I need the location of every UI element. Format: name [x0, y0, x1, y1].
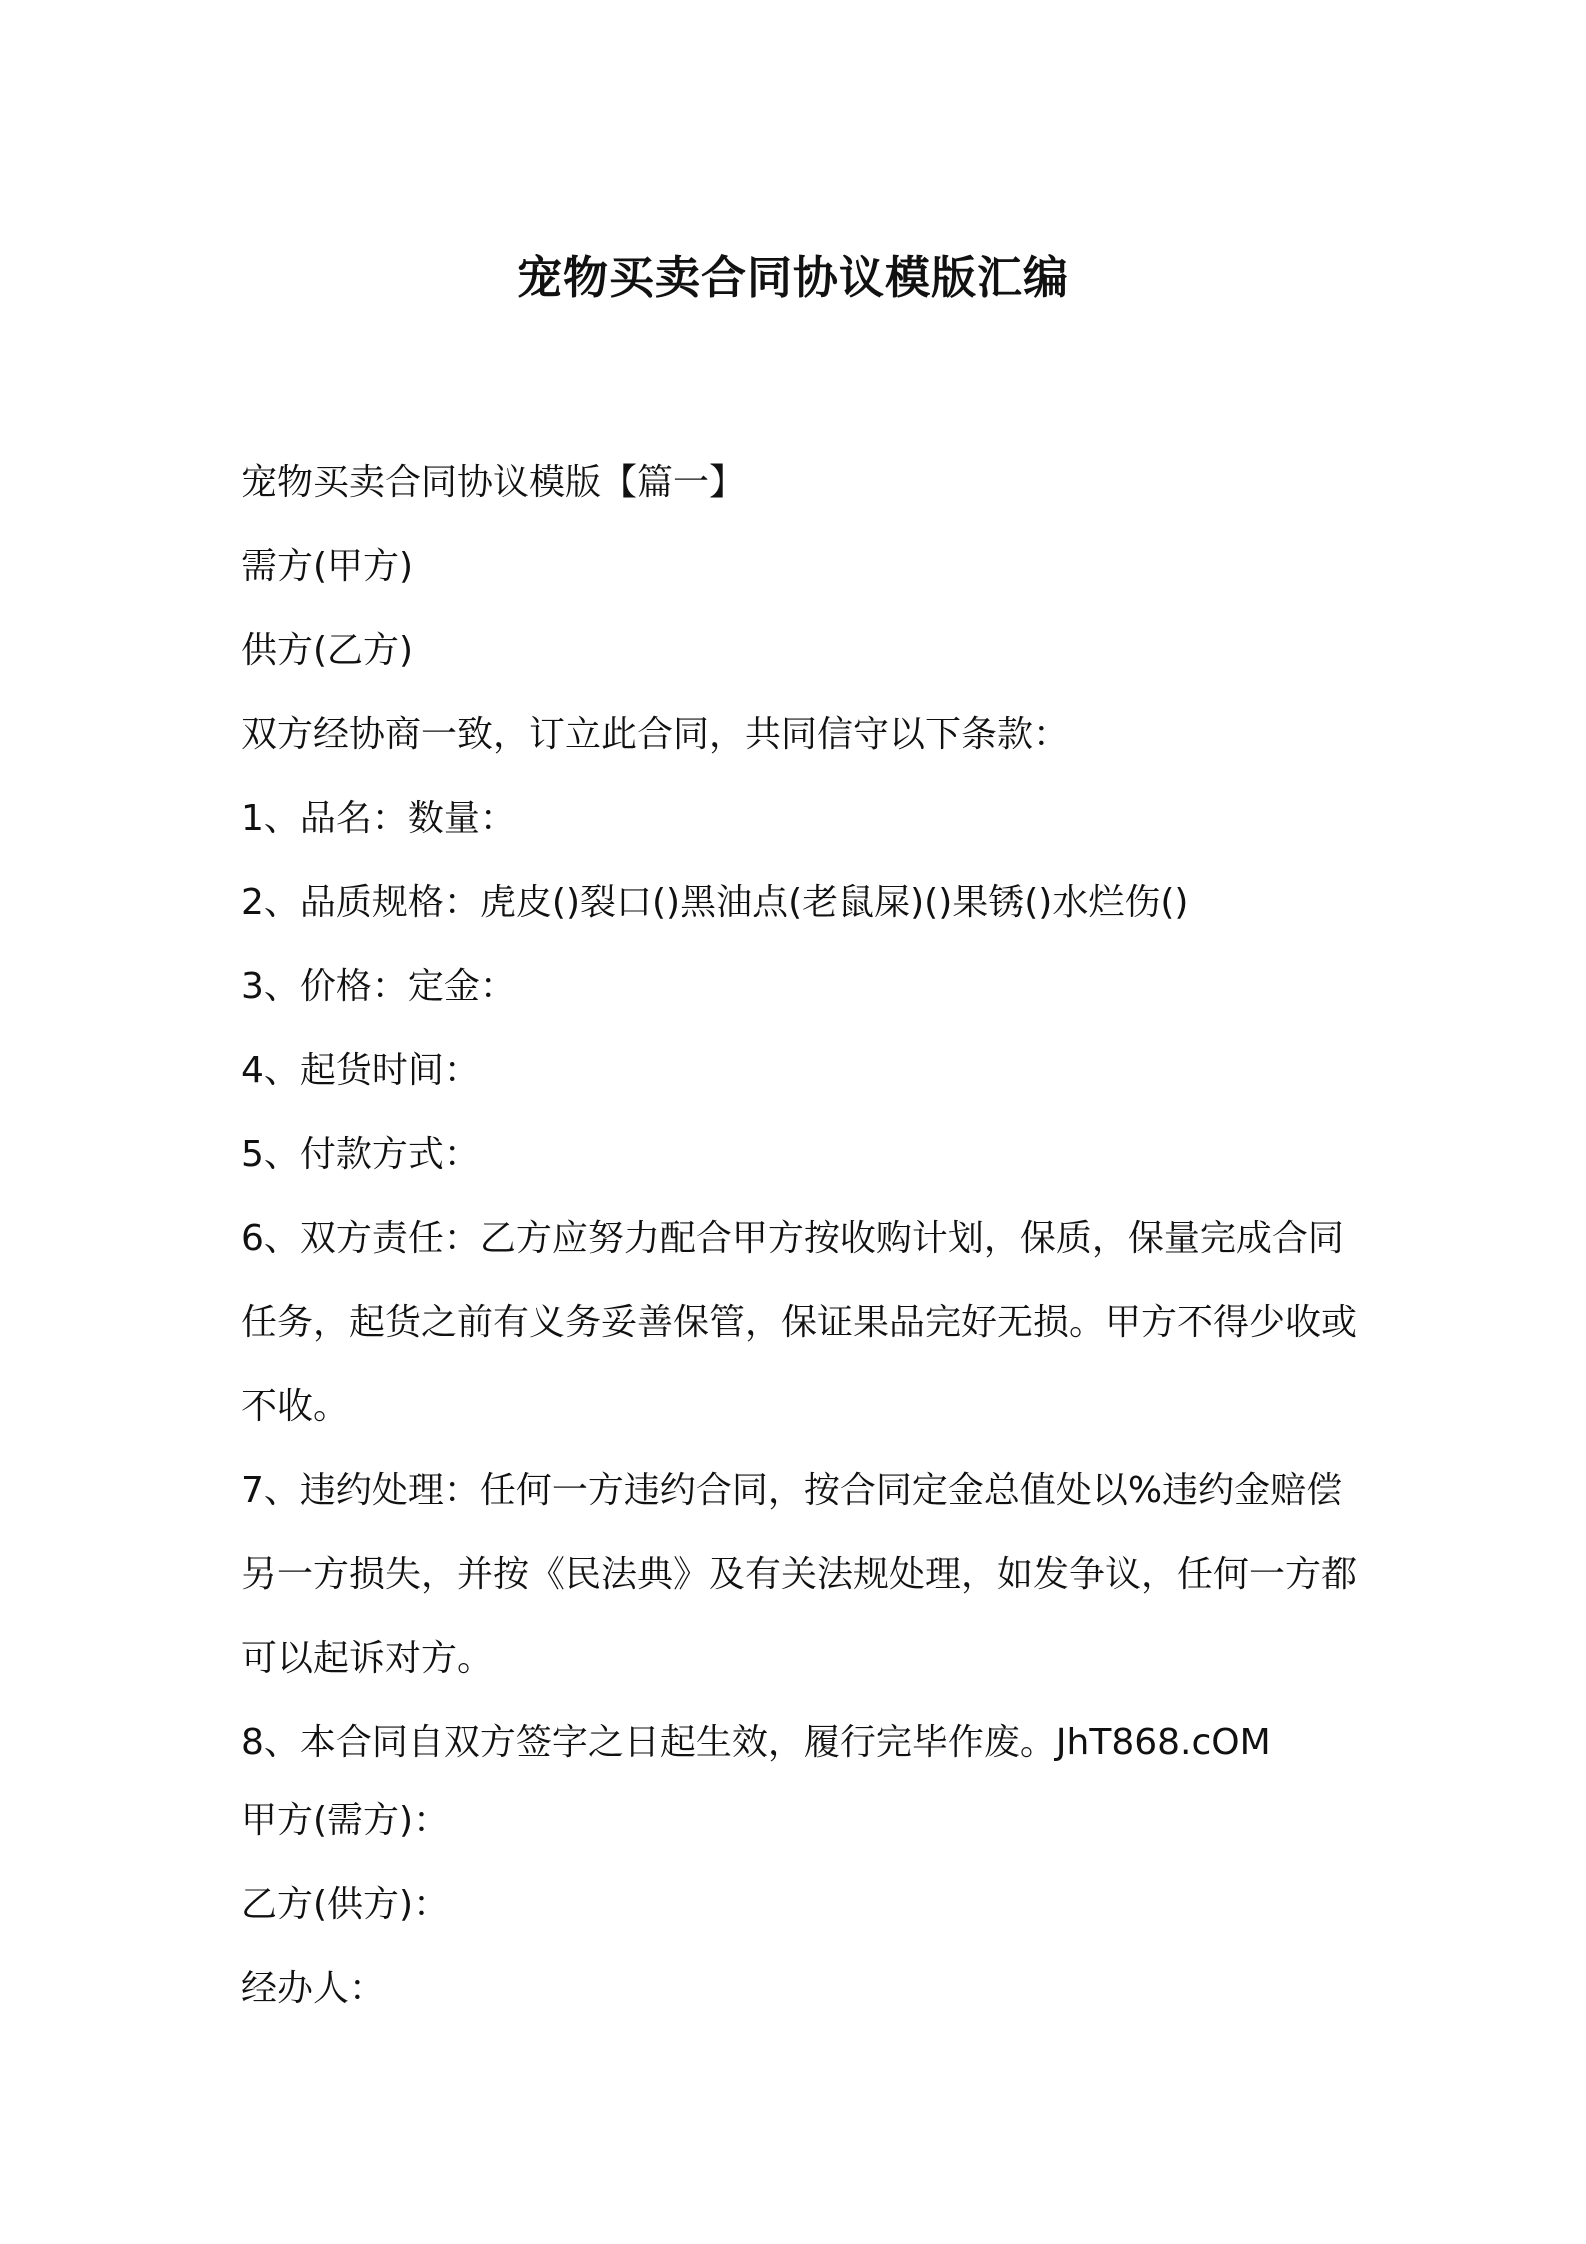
- clause-6: 6、双方责任：乙方应努力配合甲方按收购计划，保质，保量完成合同任务，起货之前有义务妥善保管，保证果品完好无损。甲方不得少收或不收。: [241, 1218, 1358, 1427]
- clause-4: 4、起货时间：: [241, 1050, 480, 1091]
- clause-8: 8、本合同自双方签字之日起生效，履行完毕作废。JhT868.cOM: [241, 1722, 1271, 1763]
- buyer-signature-line: 甲方(需方)：: [241, 1800, 450, 1841]
- buyer-party-line: 需方(甲方): [241, 546, 414, 587]
- clause-7: 7、违约处理：任何一方违约合同，按合同定金总值处以%违约金赔偿另一方损失，并按《民法典》及有关法规处理，如发争议，任何一方都可以起诉对方。: [241, 1470, 1358, 1679]
- handler-signature-line: 经办人：: [241, 1968, 386, 2009]
- clause-5: 5、付款方式：: [241, 1134, 480, 1175]
- clause-3: 3、价格：定金：: [241, 966, 516, 1007]
- section-heading: 宠物买卖合同协议模版【篇一】: [241, 462, 746, 503]
- supplier-signature-line: 乙方(供方)：: [241, 1884, 450, 1925]
- document-title: 宠物买卖合同协议模版汇编: [516, 251, 1069, 305]
- clause-2: 2、品质规格：虎皮()裂口()黑油点(老鼠屎)()果锈()水烂伤(): [241, 882, 1189, 923]
- supplier-party-line: 供方(乙方): [241, 630, 414, 671]
- agreement-intro: 双方经协商一致，订立此合同，共同信守以下条款：: [241, 714, 1070, 755]
- clause-1: 1、品名：数量：: [241, 798, 516, 839]
- document-body: [241, 441, 1361, 2031]
